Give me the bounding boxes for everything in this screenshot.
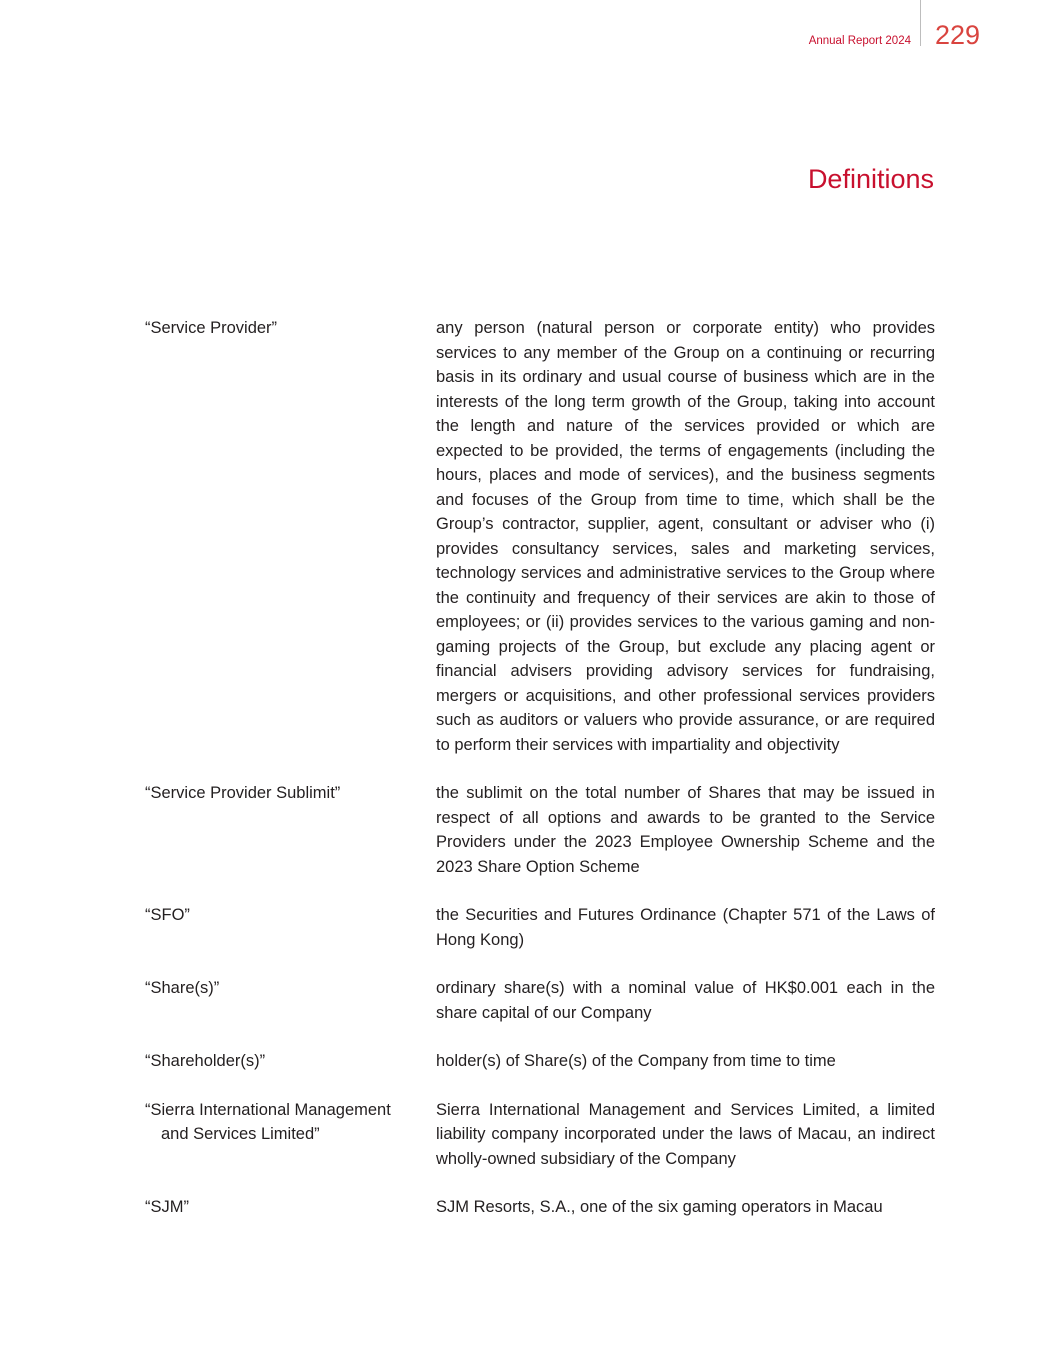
definition-text: the Securities and Futures Ordinance (Chapter 571 of the Laws of Hong Kong) [436, 906, 935, 949]
definition-term [145, 781, 436, 879]
definition-row-service-provider-sublimit [145, 781, 935, 879]
definition-term [145, 903, 436, 952]
report-label: Annual Report 2024 [808, 35, 911, 47]
definition-text: any person (natural person or corporate entity) who provides services to any member of the Group on a continuing or recurring basis in its ordinary and usual course of business which are in the interests of the long term growth of the Group, taking into account the length and nature of the services provided or which are expected to be provided, the terms of engagements (including the hours, places and mode of services), and the business segments and focuses of the Group from time to time, which shall be the Group’s contractor, supplier, agent, consultant or adviser who (i) provides consultancy services, sales and marketing services, technology services and administrative services to the Group where the continuity and frequency of their services are akin to those of employees; or (ii) provides services to the various gaming and non-gaming projects of the Group, but exclude any placing agent or financial advisers providing advisory services for fundraising, mergers or acquisitions, and other professional services providers such as auditors or valuers who provide assurance, or are required to perform their services with impartiality and objectivity [436, 319, 935, 754]
page-number: 229 [935, 20, 981, 50]
page-title: Definitions [807, 164, 934, 194]
page-header [0, 0, 1055, 60]
definition-text: holder(s) of Share(s) of the Company from time to time [436, 1052, 836, 1070]
term-text: “Service Provider” [145, 319, 278, 337]
definition-term [145, 1195, 436, 1220]
definition-text: SJM Resorts, S.A., one of the six gaming operators in Macau [436, 1198, 883, 1216]
definition-row-sjm [145, 1195, 935, 1220]
term-text: “SFO” [145, 906, 190, 924]
definition-row-shareholders [145, 1049, 935, 1074]
definition-row-sfo [145, 903, 935, 952]
definition-term [145, 976, 436, 1025]
term-text: “Sierra International Management and Services Limited” [145, 1100, 391, 1143]
term-text: “Share(s)” [145, 979, 220, 997]
definition-text: the sublimit on the total number of Shares that may be issued in respect of all options and awards to be granted to the Service Providers under the 2023 Employee Ownership Scheme and the 2023 Share Option Scheme [436, 784, 935, 876]
definition-term [145, 1098, 436, 1172]
definition-row-shares [145, 976, 935, 1025]
term-text: “Service Provider Sublimit” [145, 784, 341, 802]
definition-term [145, 1049, 436, 1074]
definitions-list [145, 316, 935, 1244]
term-text: “SJM” [145, 1198, 189, 1216]
definition-term [145, 316, 436, 757]
term-text: “Shareholder(s)” [145, 1052, 266, 1070]
definition-row-service-provider [145, 316, 935, 757]
definition-row-sierra-international [145, 1098, 935, 1172]
definition-text: ordinary share(s) with a nominal value of HK$0.001 each in the share capital of our Company [436, 979, 935, 1022]
definition-text: Sierra International Management and Services Limited, a limited liability company incorporated under the laws of Macau, an indirect wholly-owned subsidiary of the Company [436, 1100, 935, 1168]
header-divider [920, 0, 921, 46]
